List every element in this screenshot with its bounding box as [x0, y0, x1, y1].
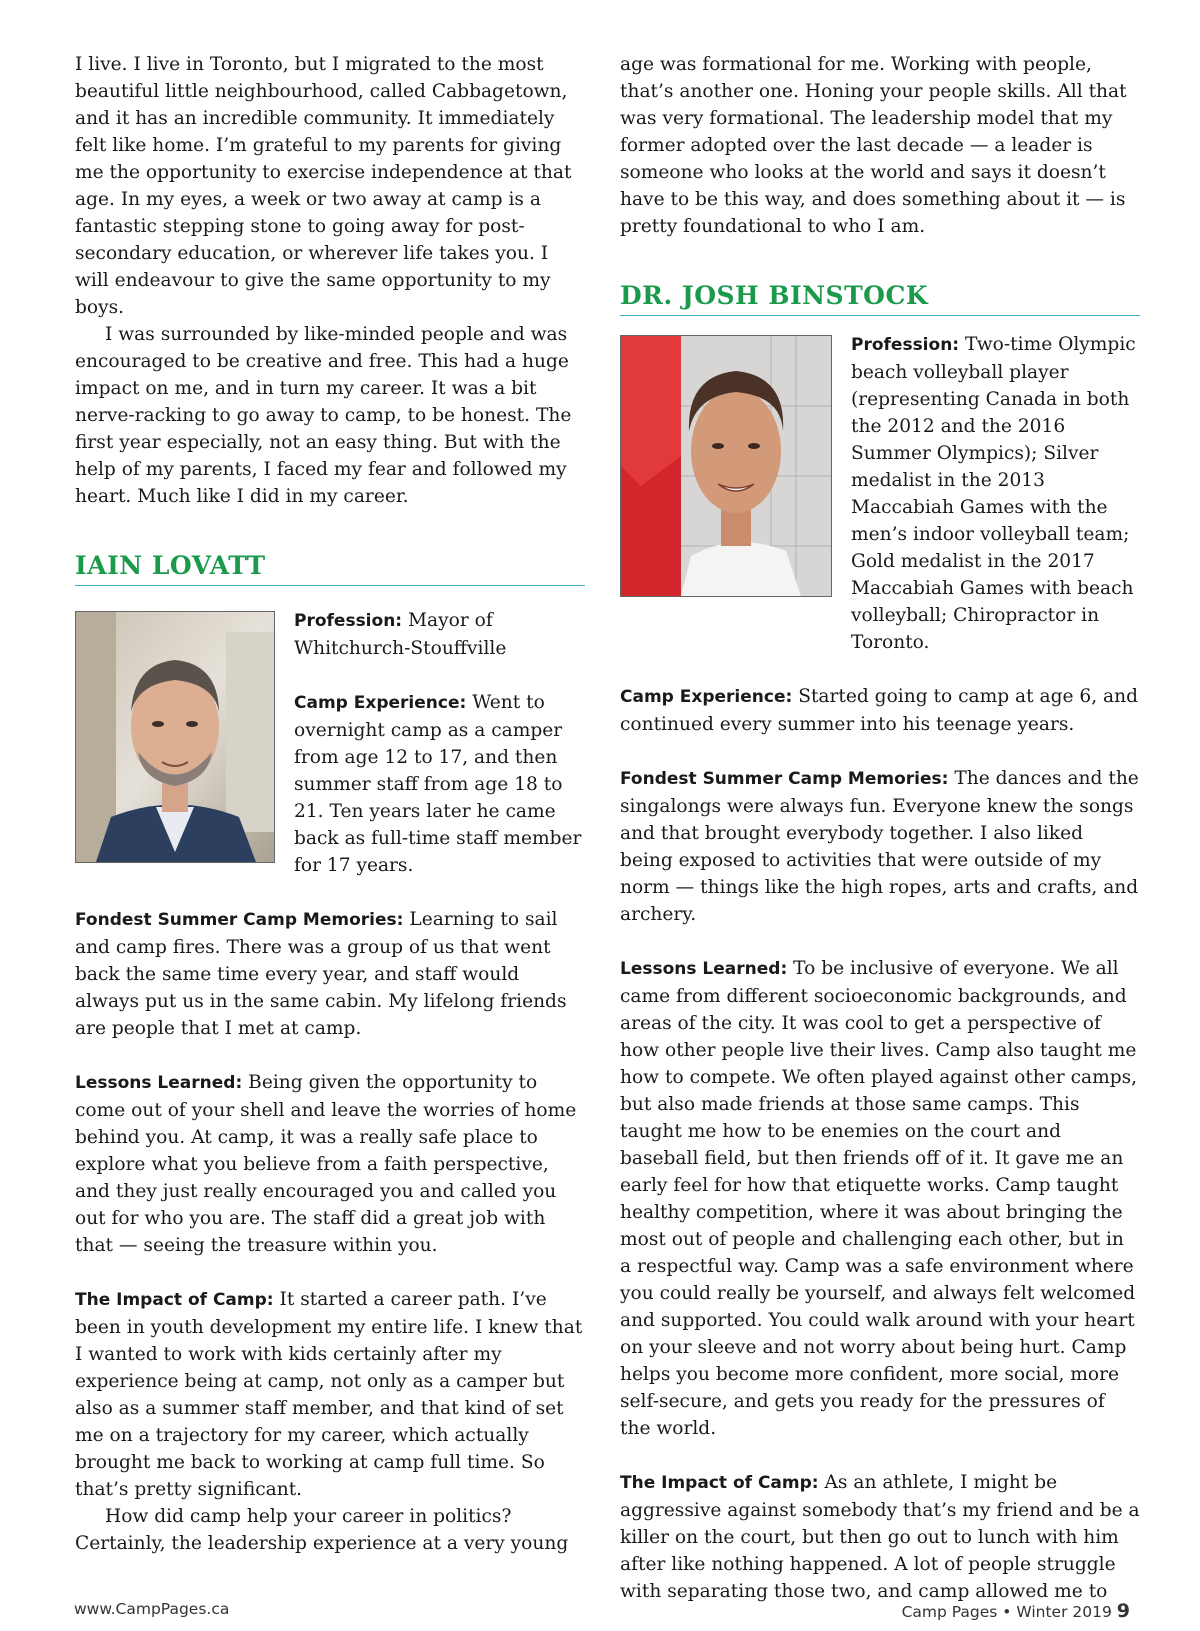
fondest-memories-label: Fondest Summer Camp Memories:	[75, 910, 404, 930]
lessons-learned-label: Lessons Learned:	[620, 959, 788, 979]
impact-paragraph-2: How did camp help your career in politics? Certainly, the leadership experience at a very young	[75, 1506, 569, 1554]
profile-text-josh-binstock	[851, 331, 1140, 656]
impact-of-camp-label: The Impact of Camp:	[620, 1473, 819, 1493]
left-column	[75, 51, 585, 1557]
footer-website: www.CampPages.ca	[74, 1600, 230, 1618]
footer-issue	[902, 1600, 1130, 1622]
impact-of-camp-value: As an athlete, I might be aggressive against somebody that’s my friend and be a killer on the court, but then go out to lunch with him after like nothing happened. A lot of people struggle with separating those two, and camp allowed me to	[620, 1472, 1140, 1602]
profession-value: Two-time Olympic beach volleyball player (representing Canada in both the 2012 and the 2016 Summer Olympics); Silver medalist in the 2013 Maccabiah Games with the men’s indoor volleyball team; Gold medalist in the 2017 Maccabiah Games with beach volleyball; Chiropractor in Toronto.	[851, 334, 1136, 653]
lessons-learned-label: Lessons Learned:	[75, 1073, 243, 1093]
fondest-memories-value: Learning to sail and camp fires. There was a group of us that went back the same time every year, and staff would always put us in the same cabin. My lifelong friends are people that I met at camp.	[75, 909, 567, 1039]
camp-experience-value: Went to overnight camp as a camper from age 12 to 17, and then summer staff from age 18 to 21. Ten years later he came back as full-time staff member for 17 years.	[294, 692, 582, 876]
impact-of-camp-value: It started a career path. I’ve been in youth development my entire life. I knew that I wanted to work with kids certainly after my experience being at camp, not only as a camper but also as a summer staff member, and that kind of set me on a trajectory for my career, which actually brought me back to working at camp full time. So that’s pretty significant.	[75, 1289, 583, 1500]
continued-paragraph: age was formational for me. Working with people, that’s another one. Honing your people skills. All that was very formational. The leadership model that my former adopted over the last decade — a leader is someone who looks at the world and says it doesn’t have to be this way, and does something about it — is pretty foundational to who I am.	[620, 54, 1127, 237]
profile-text-iain-lovatt	[294, 607, 585, 879]
profession-label: Profession:	[294, 611, 403, 631]
section-heading-josh-binstock: DR. JOSH BINSTOCK	[620, 282, 1140, 316]
camp-experience-value: Started going to camp at age 6, and continued every summer into his teenage years.	[620, 686, 1139, 735]
fondest-memories-label: Fondest Summer Camp Memories:	[620, 769, 949, 789]
fondest-memories-value: The dances and the singalongs were always fun. Everyone knew the songs and that brought everybody together. I also liked being exposed to activities that were outside of my norm — things like the high ropes, arts and crafts, and archery.	[620, 768, 1139, 925]
section-heading-iain-lovatt: IAIN LOVATT	[75, 552, 585, 586]
lessons-learned-value: To be inclusive of everyone. We all came from different socioeconomic backgrounds, and areas of the city. It was cool to get a perspective of how other people live their lives. Camp also taught me how to compete. We often played against other camps, but also made friends at those same camps. This taught me how to be enemies on the court and baseball field, but then friends off of it. It gave me an early feel for how that etiquette works. Camp taught healthy competition, where it was about bringing the most out of people and challenging each other, but in a respectful way. Camp was a safe environment where you could really be yourself, and always felt welcomed and supported. You could walk around with your heart on your sleeve and not worry about being hurt. Camp helps you become more confident, more social, more self-secure, and gets you ready for the pressures of the world.	[620, 958, 1138, 1439]
intro-paragraph-2: I was surrounded by like-minded people and was encouraged to be creative and free. This had a huge impact on me, and in turn my career. It was a bit nerve-racking to go away to camp, to be honest. The first year especially, not an easy thing. But with the help of my parents, I faced my fear and followed my heart. Much like I did in my career.	[75, 324, 572, 507]
intro-paragraph-1: I live. I live in Toronto, but I migrated to the most beautiful little neighbourhood, called Cabbagetown, and it has an incredible community. It immediately felt like home. I’m grateful to my parents for giving me the opportunity to exercise independence at that age. In my eyes, a week or two away at camp is a fantastic stepping stone to going away for post-secondary education, or wherever life takes you. I will endeavour to give the same opportunity to my boys.	[75, 54, 572, 318]
profession-value: Mayor of Whitchurch-Stouffville	[294, 610, 507, 659]
page-number: 9	[1116, 1600, 1130, 1622]
footer-issue-text: Camp Pages • Winter 2019	[901, 1603, 1112, 1621]
profession-label: Profession:	[851, 335, 960, 355]
camp-experience-label: Camp Experience:	[294, 693, 467, 713]
lessons-learned-value: Being given the opportunity to come out of your shell and leave the worries of home behind you. At camp, it was a really safe place to explore what you believe from a faith perspective, and they just really encouraged you and called you out for who you are. The staff did a great job with that — seeing the treasure within you.	[75, 1072, 577, 1256]
portrait-photo-iain-lovatt	[75, 611, 275, 863]
right-column	[620, 51, 1140, 1605]
camp-experience-label: Camp Experience:	[620, 687, 793, 707]
profile-iain-lovatt	[75, 607, 585, 879]
profile-josh-binstock	[620, 331, 1140, 656]
portrait-photo-josh-binstock	[620, 335, 832, 597]
impact-of-camp-label: The Impact of Camp:	[75, 1290, 274, 1310]
